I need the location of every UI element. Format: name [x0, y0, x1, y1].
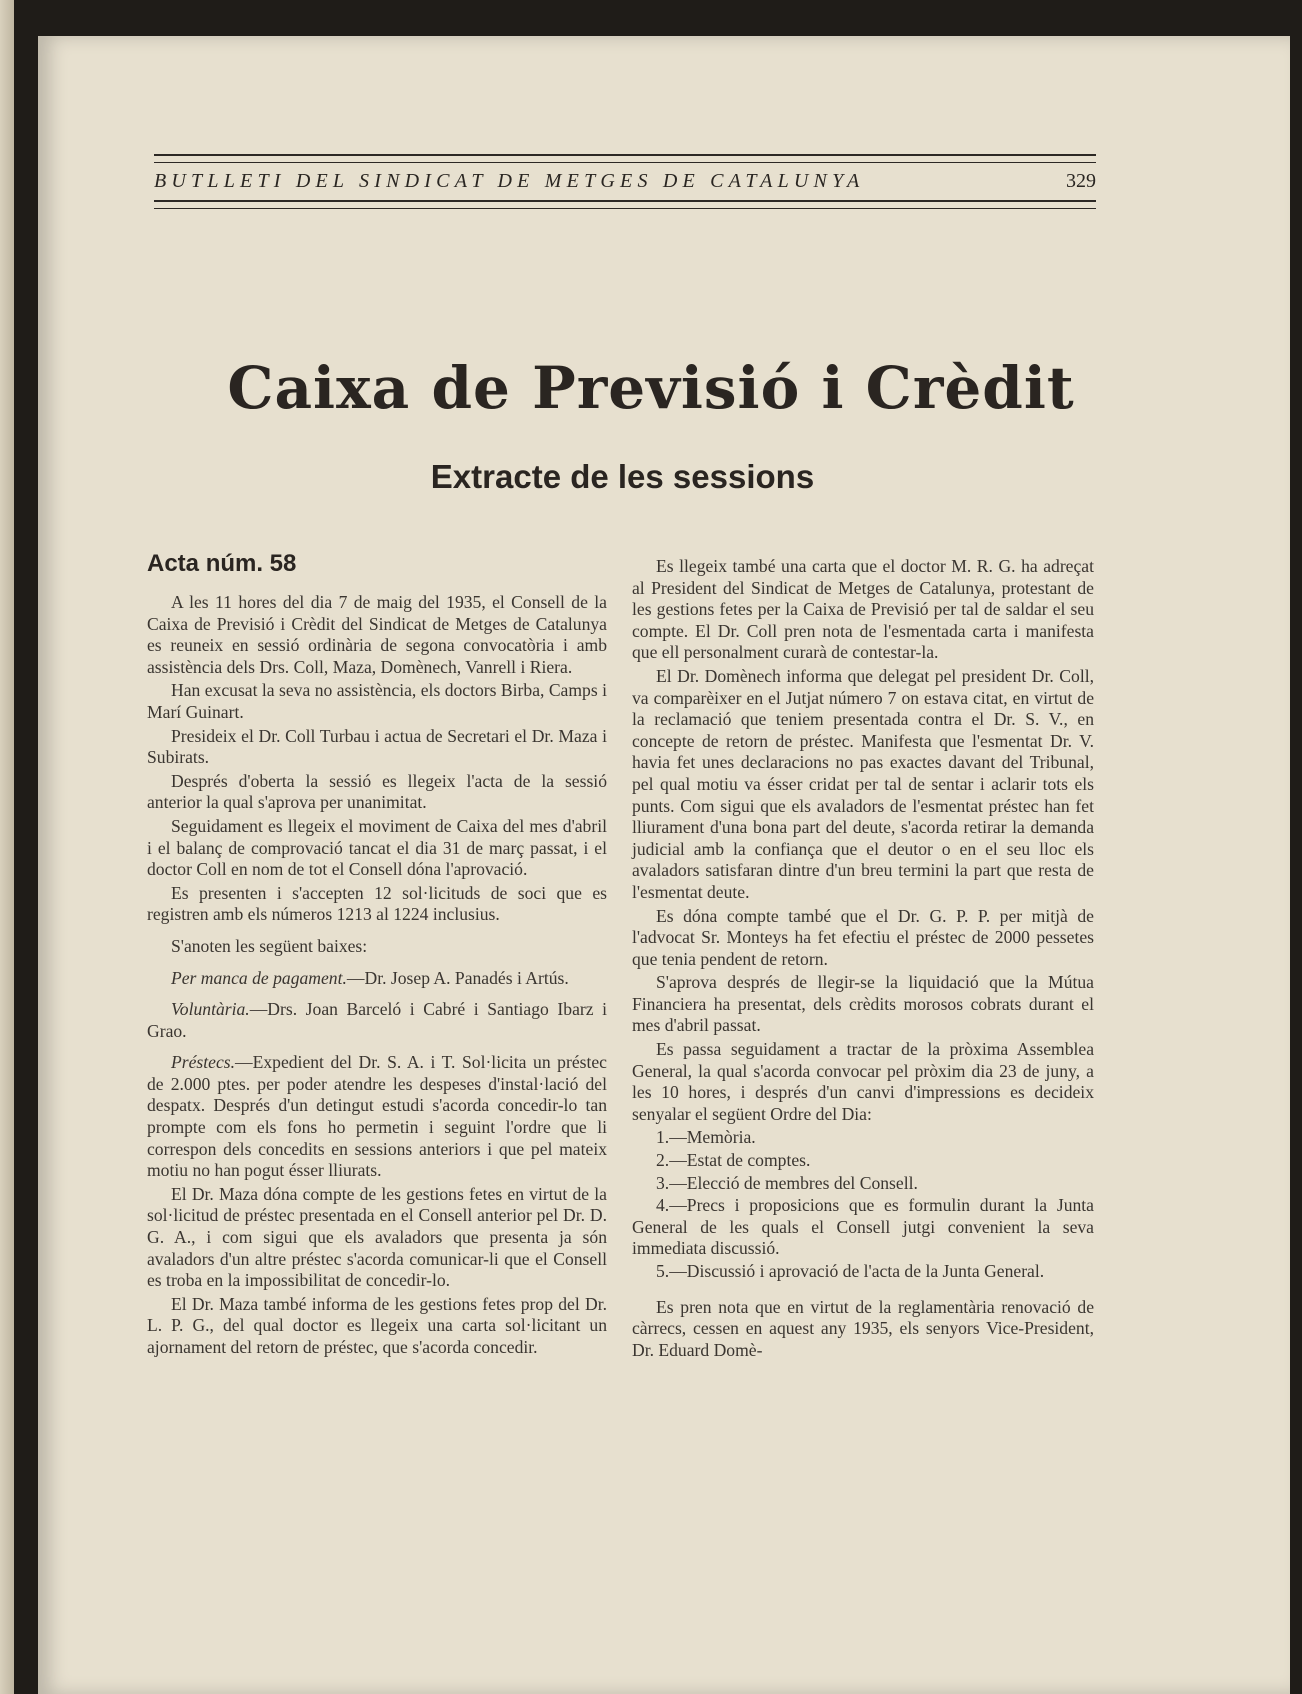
paragraph: S'aprova després de llegir-se la liquidació que la Mútua Financiera ha presentat, dels crèdits morosos cobrats durant el mes d'abril passat.	[632, 972, 1094, 1036]
paragraph: Es pren nota que en virtut de la reglamentària renovació de càrrecs, cessen en aquest any 1935, els senyors Vice-President, Dr. Eduard Domè-	[632, 1296, 1094, 1360]
article-title: Caixa de Previsió i Crèdit	[227, 354, 1075, 422]
book-spine-edge	[0, 0, 14, 1694]
header-rule-top-thin	[154, 162, 1096, 163]
section-label: Per manca de pagament.	[171, 967, 347, 988]
section-text: —Drs. Joan Barceló i Cabré i Santiago Ibarz i Grao.	[147, 999, 607, 1041]
agenda-item: 4.—Precs i proposicions que es formulin durant la Junta General de les quals el Consell jutgi convenient la seva immediata discussió.	[632, 1195, 1094, 1259]
header-rule-top	[154, 154, 1096, 156]
paragraph: El Dr. Maza dóna compte de les gestions fetes en virtut de la sol·licitud de préstec presentada en el Consell anterior pel Dr. D. G. A., i com sigui que els avaladors que presenta ja són avaladors d'un altre préstec s'acorda comunicar-li que el Consell es troba en la impossibilitat de concedir-lo.	[147, 1183, 607, 1291]
paragraph: Han excusat la seva no assistència, els doctors Birba, Camps i Marí Guinart.	[147, 680, 607, 722]
header-rule-bottom	[154, 200, 1096, 202]
paragraph: Després d'oberta la sessió es llegeix l'acta de la sessió anterior la qual s'aprova per unanimitat.	[147, 770, 607, 813]
acta-heading: Acta núm. 58	[147, 550, 297, 577]
paragraph: A les 11 hores del dia 7 de maig del 1935, el Consell de la Caixa de Previsió i Crèdit del Sindicat de Metges de Catalunya es reuneix en sessió ordinària de segona convocatòria i amb assistència dels Drs. Coll, Maza, Domènech, Vanrell i Riera.	[147, 592, 607, 677]
paragraph: Es passa seguidament a tractar de la pròxima Assemblea General, la qual s'acorda convocar pel pròxim dia 23 de juny, a les 10 hores, i després d'un canvi d'impressions es decideix senyalar el següent Ordre del Dia:	[632, 1039, 1094, 1124]
paragraph: Es dóna compte també que el Dr. G. P. P. per mitjà de l'advocat Sr. Monteys ha fet efectiu el préstec de 2000 pessetes que tenia pendent de retorn.	[632, 905, 1094, 969]
section-text: —Dr. Josep A. Panadés i Artús.	[346, 967, 569, 988]
right-column	[632, 556, 1094, 1363]
paragraph	[147, 999, 607, 1042]
paragraph: Es llegeix també una carta que el doctor M. R. G. ha adreçat al President del Sindicat de Metges de Catalunya, protestant de les gestions fetes per la Caixa de Previsió per tal de saldar el seu compte. El Dr. Coll pren nota de l'esmentada carta i manifesta que ell personalment curarà de contestar-la.	[632, 556, 1094, 663]
section-label: Préstecs.	[171, 1052, 236, 1073]
paragraph: Es presenten i s'accepten 12 sol·licituds de soci que es registren amb els números 1213 al 1224 inclusius.	[147, 882, 607, 925]
paragraph: S'anoten les següent baixes:	[171, 935, 368, 956]
running-title: BUTLLETI DEL SINDICAT DE METGES DE CATALUNYA	[154, 170, 865, 192]
agenda-item: 2.—Estat de comptes.	[656, 1150, 811, 1171]
paragraph: El Dr. Domènech informa que delegat pel president Dr. Coll, va comparèixer en el Jutjat número 7 on estava citat, en virtut de la reclamació que teniem presentada contra el Dr. S. V., en concepte de retorn de préstec. Manifesta que l'esmentat Dr. V. havia fet unes declaracions no pas exactes davant del Tribunal, pel qual motiu va ésser cridat per tal de sentar i aclarir tots els punts. Com sigui que els avaladors de l'esmentat préstec han fet lliurament d'una bona part del deute, s'acorda retirar la demanda judicial amb la confiança que el deutor o en el seu lloc els avaladors satisfaran dintre d'un breu termini la part que resta de l'esmentat deute.	[632, 665, 1094, 902]
agenda-item: 1.—Memòria.	[656, 1127, 756, 1148]
section-text: —Expedient del Dr. S. A. i T. Sol·licita un préstec de 2.000 ptes. per poder atendre les despeses d'instal·lació del despatx. Després d'un detingut estudi s'acorda concedir-lo tan prompte com els fons ho permetin i seguint l'ordre que li correspon dels concedits en sessions anteriors i que pel mateix motiu no han pogut ésser lliurats.	[147, 1052, 607, 1181]
section-label: Voluntària.	[171, 999, 250, 1020]
paragraph	[147, 1052, 607, 1182]
running-header	[154, 148, 1096, 218]
agenda-item: 5.—Discussió i aprovació de l'acta de la Junta General.	[656, 1261, 1045, 1281]
paragraph: Seguidament es llegeix el moviment de Caixa del mes d'abril i el balanç de comprovació tancat el dia 31 de març passat, i el doctor Coll en nom de tot el Consell dóna l'aprovació.	[147, 815, 607, 880]
paragraph: Presideix el Dr. Coll Turbau i actua de Secretari el Dr. Maza i Subirats.	[147, 725, 607, 768]
paragraph: El Dr. Maza també informa de les gestions fetes prop del Dr. L. P. G., del qual doctor es llegeix una carta sol·licitant un ajornament del retorn de préstec, que s'acorda concedir.	[147, 1293, 607, 1357]
header-rule-bottom-thin	[154, 208, 1096, 209]
left-column	[147, 550, 607, 1361]
article-subtitle: Extracte de les sessions	[430, 458, 815, 495]
agenda-item: 3.—Elecció de membres del Consell.	[656, 1172, 918, 1193]
paragraph	[147, 968, 607, 990]
page-number: 329	[1066, 170, 1096, 192]
